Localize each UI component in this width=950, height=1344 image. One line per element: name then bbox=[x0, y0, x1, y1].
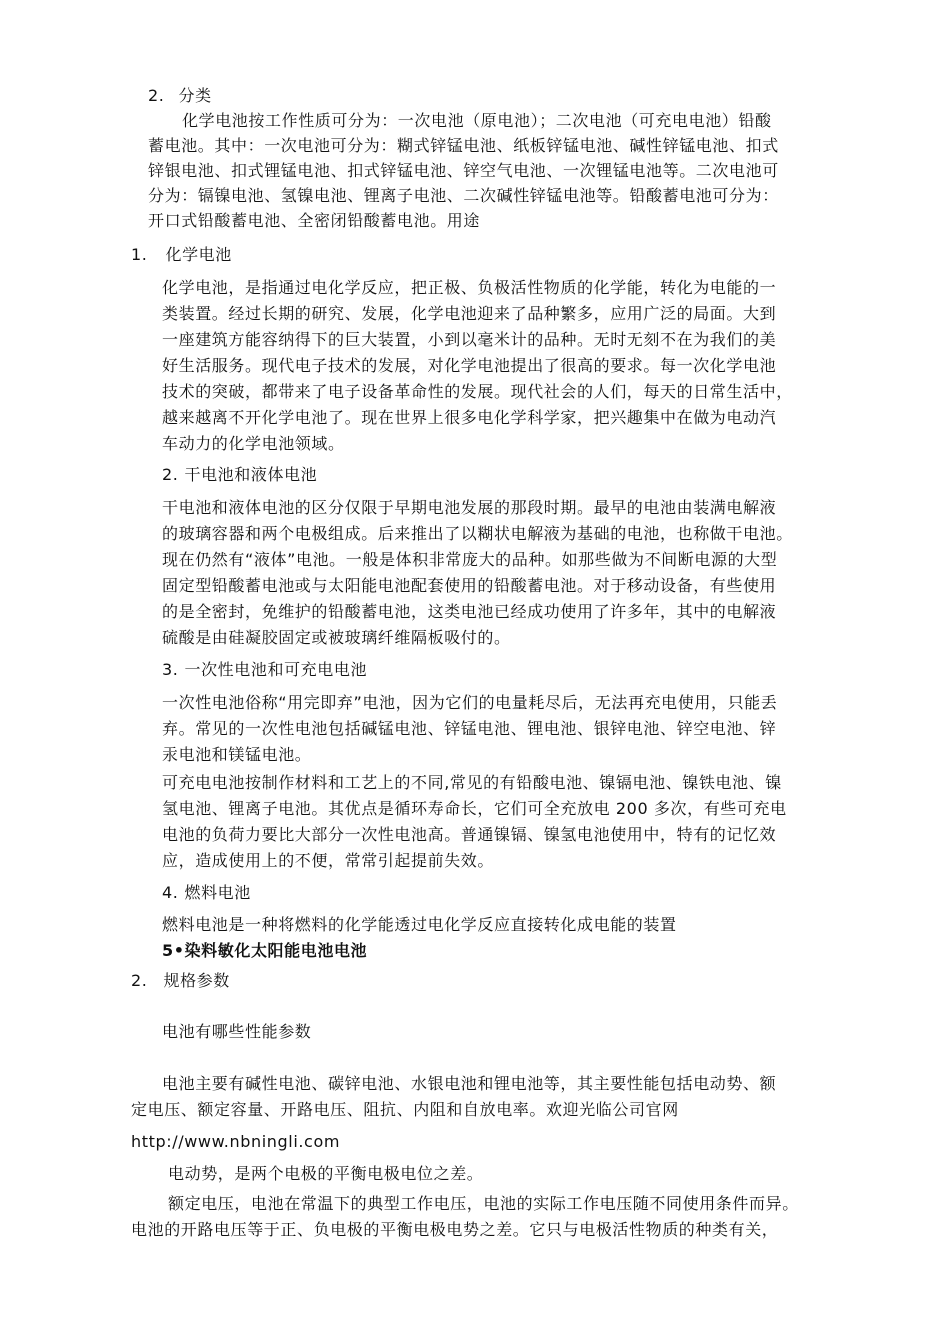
paragraph-line: 蓄电池。其中：一次电池可分为：糊式锌锰电池、纸板锌锰电池、碱性锌锰电池、扣式 bbox=[148, 136, 779, 155]
heading-number: 2. bbox=[162, 465, 179, 484]
paragraph-line: 电池主要有碱性电池、碳锌电池、水银电池和锂电池等，其主要性能包括电动势、额 bbox=[162, 1074, 777, 1093]
paragraph-line: 额定电压，电池在常温下的典型工作电压，电池的实际工作电压随不同使用条件而异。 bbox=[168, 1194, 799, 1213]
heading-number: 4. bbox=[162, 883, 179, 902]
heading-specifications bbox=[131, 969, 230, 993]
paragraph-line: 汞电池和镁锰电池。 bbox=[162, 745, 312, 764]
paragraph-line: 电动势，是两个电极的平衡电极电位之差。 bbox=[168, 1164, 484, 1183]
paragraph-line: 氢电池、锂离子电池。其优点是循环寿命长，它们可全充放电 200 多次，有些可充电 bbox=[162, 799, 787, 818]
heading-number: 3. bbox=[162, 660, 179, 679]
paragraph-line: 技术的突破，都带来了电子设备革命性的发展。现代社会的人们，每天的日常生活中， bbox=[162, 382, 793, 401]
paragraph-line: 现在仍然有“液体”电池。一般是体积非常庞大的品种。如那些做为不间断电源的大型 bbox=[162, 550, 778, 569]
heading-primary-rechargeable bbox=[162, 658, 367, 682]
subheading-performance: 电池有哪些性能参数 bbox=[162, 1022, 312, 1041]
website-url: http://www.nbningli.com bbox=[131, 1132, 341, 1151]
paragraph-line: 的玻璃容器和两个电极组成。后来推出了以糊状电解液为基础的电池，也称做干电池。 bbox=[162, 524, 793, 543]
heading-chemical-battery bbox=[131, 243, 232, 267]
heading-title: 一次性电池和可充电电池 bbox=[184, 660, 368, 679]
paragraph-line: 开口式铅酸蓄电池、全密闭铅酸蓄电池。用途 bbox=[148, 211, 481, 230]
heading-title: 化学电池 bbox=[165, 245, 232, 264]
heading-dye-solar-cell: 5•染料敏化太阳能电池电池 bbox=[162, 941, 368, 960]
paragraph-line: 越来越离不开化学电池了。现在世界上很多电化学科学家，把兴趣集中在做为电动汽 bbox=[162, 408, 777, 427]
paragraph-line: 电池的负荷力要比大部分一次性电池高。普通镍镉、镍氢电池使用中，特有的记忆效 bbox=[162, 825, 777, 844]
paragraph-line: 燃料电池是一种将燃料的化学能透过电化学反应直接转化成电能的装置 bbox=[162, 915, 677, 934]
paragraph-line: 化学电池，是指通过电化学反应，把正极、负极活性物质的化学能，转化为电能的一 bbox=[162, 278, 777, 297]
heading-number: 2. bbox=[131, 971, 148, 990]
paragraph-line: 一次性电池俗称“用完即弃”电池，因为它们的电量耗尽后，无法再充电使用，只能丢 bbox=[162, 693, 778, 712]
paragraph-line: 化学电池按工作性质可分为：一次电池（原电池）；二次电池（可充电电池）铅酸 bbox=[182, 111, 772, 130]
heading-number: 1. bbox=[131, 245, 148, 264]
paragraph-line: 应，造成使用上的不便，常常引起提前失效。 bbox=[162, 851, 495, 870]
paragraph-line: 好生活服务。现代电子技术的发展，对化学电池提出了很高的要求。每一次化学电池 bbox=[162, 356, 777, 375]
paragraph-line: 一座建筑方能容纳得下的巨大装置，小到以毫米计的品种。无时无刻不在为我们的美 bbox=[162, 330, 777, 349]
paragraph-line: 硫酸是由硅凝胶固定或被玻璃纤维隔板吸付的。 bbox=[162, 628, 511, 647]
heading-title: 干电池和液体电池 bbox=[184, 465, 318, 484]
paragraph-line: 类装置。经过长期的研究、发展，化学电池迎来了品种繁多，应用广泛的局面。大到 bbox=[162, 304, 777, 323]
paragraph-line: 的是全密封，免维护的铅酸蓄电池，这类电池已经成功使用了许多年，其中的电解液 bbox=[162, 602, 777, 621]
paragraph-line: 锌银电池、扣式锂锰电池、扣式锌锰电池、锌空气电池、一次锂锰电池等。二次电池可 bbox=[148, 161, 779, 180]
paragraph-line: 分为：镉镍电池、氢镍电池、锂离子电池、二次碱性锌锰电池等。铅酸蓄电池可分为： bbox=[148, 186, 779, 205]
paragraph-line: 固定型铅酸蓄电池或与太阳能电池配套使用的铅酸蓄电池。对于移动设备，有些使用 bbox=[162, 576, 777, 595]
heading-dry-liquid-battery bbox=[162, 463, 317, 487]
heading-title: 分类 bbox=[178, 86, 212, 105]
paragraph-line: 车动力的化学电池领域。 bbox=[162, 434, 345, 453]
paragraph-line: 定电压、额定容量、开路电压、阻抗、内阻和自放电率。欢迎光临公司官网 bbox=[131, 1100, 679, 1119]
heading-title: 规格参数 bbox=[163, 971, 230, 990]
heading-classification bbox=[148, 84, 212, 108]
paragraph-line: 电池的开路电压等于正、负电极的平衡电极电势之差。它只与电极活性物质的种类有关， bbox=[131, 1220, 779, 1239]
heading-title: 燃料电池 bbox=[184, 883, 251, 902]
paragraph-line: 弃。常见的一次性电池包括碱锰电池、锌锰电池、锂电池、银锌电池、锌空电池、锌 bbox=[162, 719, 777, 738]
heading-number: 2. bbox=[148, 86, 165, 105]
paragraph-line: 干电池和液体电池的区分仅限于早期电池发展的那段时期。最早的电池由装满电解液 bbox=[162, 498, 777, 517]
paragraph-line: 可充电电池按制作材料和工艺上的不同,常见的有铅酸电池、镍镉电池、镍铁电池、镍 bbox=[162, 773, 782, 792]
heading-fuel-cell bbox=[162, 881, 251, 905]
